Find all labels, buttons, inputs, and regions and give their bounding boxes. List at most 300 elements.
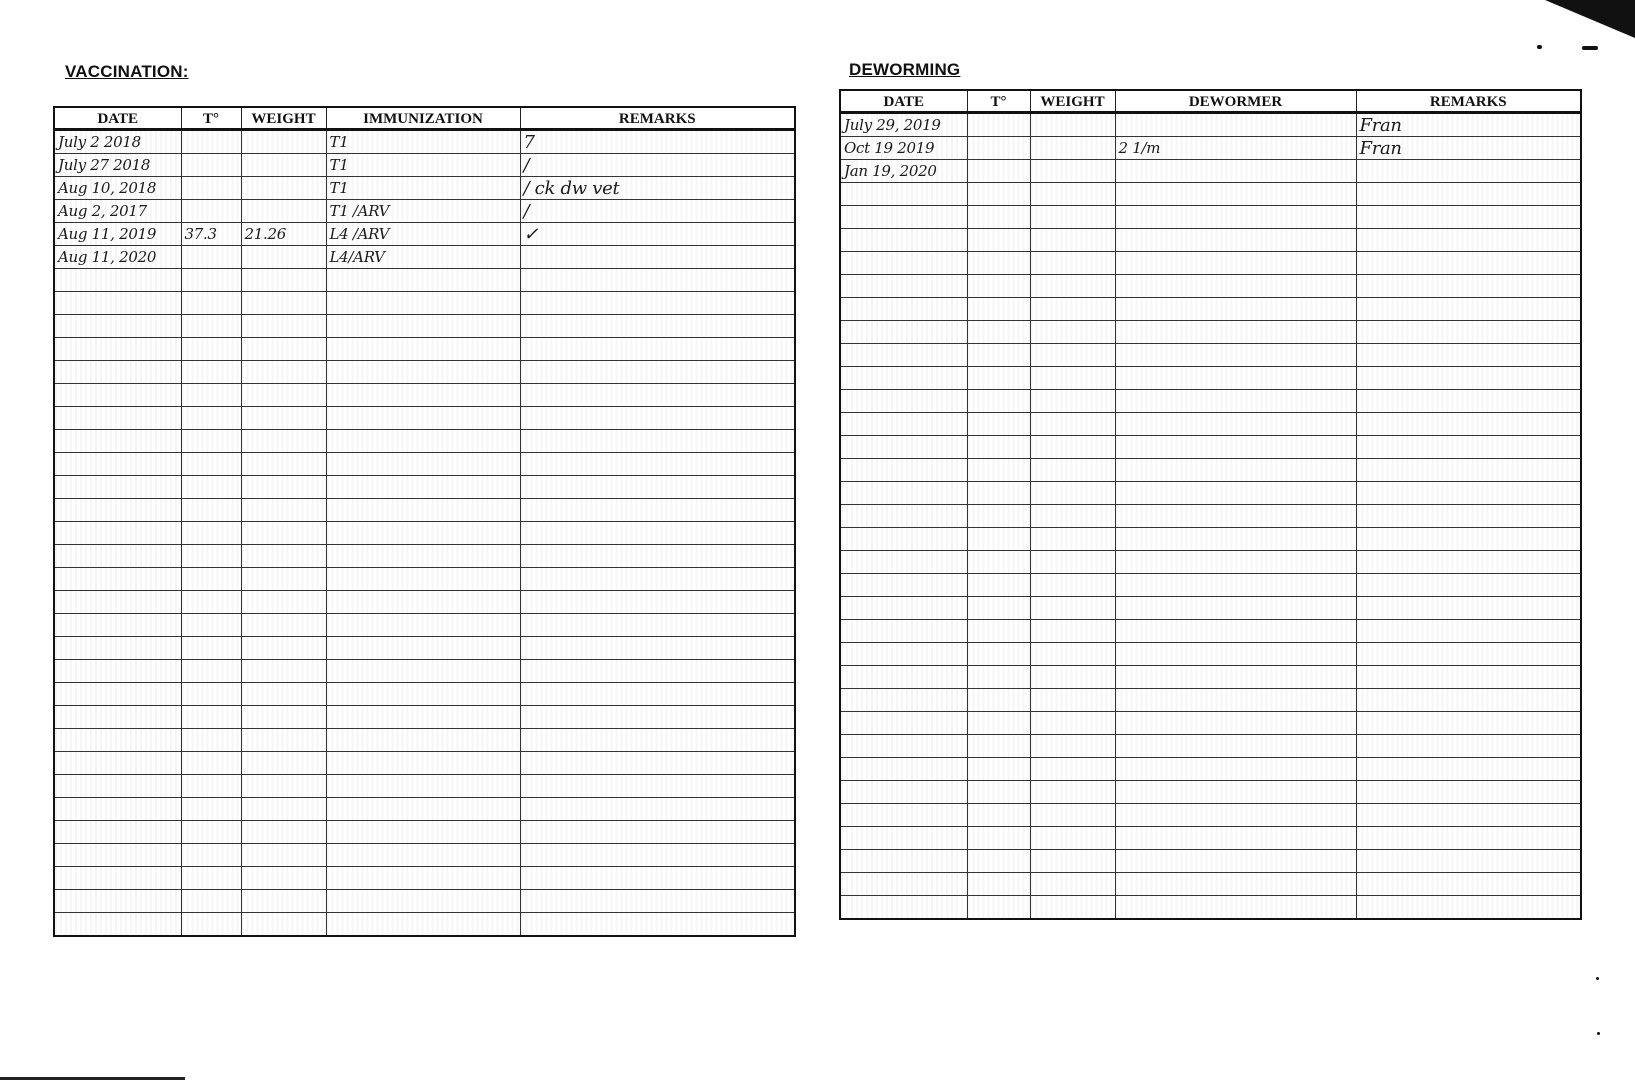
vaccination-cell-date [54, 637, 181, 660]
deworming-cell-dewormer [1115, 735, 1356, 758]
deworming-cell-remarks [1356, 275, 1581, 298]
vaccination-header-weight: WEIGHT [241, 107, 326, 130]
deworming-cell-temp [967, 275, 1030, 298]
deworming-header-remarks: REMARKS [1356, 90, 1581, 113]
scan-speck [1582, 46, 1598, 50]
deworming-cell-temp [967, 160, 1030, 183]
deworming-cell-weight [1030, 482, 1115, 505]
vaccination-header-remarks: REMARKS [520, 107, 795, 130]
vaccination-header-immunization: IMMUNIZATION [326, 107, 520, 130]
deworming-cell-dewormer [1115, 390, 1356, 413]
vaccination-cell-remarks [520, 568, 795, 591]
deworming-cell-weight [1030, 183, 1115, 206]
deworming-cell-weight [1030, 666, 1115, 689]
vaccination-header-row [54, 107, 795, 130]
deworming-cell-remarks [1356, 321, 1581, 344]
deworming-cell-date [840, 413, 967, 436]
deworming-table-row [840, 367, 1581, 390]
vaccination-cell-immunization [326, 752, 520, 775]
vaccination-table-row [54, 223, 795, 246]
vaccination-cell-date [54, 844, 181, 867]
deworming-cell-weight [1030, 229, 1115, 252]
vaccination-cell-weight [241, 499, 326, 522]
deworming-cell-dewormer [1115, 206, 1356, 229]
deworming-cell-dewormer [1115, 666, 1356, 689]
deworming-cell-dewormer [1115, 252, 1356, 275]
deworming-cell-weight [1030, 206, 1115, 229]
vaccination-cell-temp [181, 591, 241, 614]
vaccination-header-temp: T° [181, 107, 241, 130]
deworming-cell-remarks [1356, 643, 1581, 666]
vaccination-title: VACCINATION: [65, 62, 189, 81]
vaccination-cell-immunization: T1 [326, 130, 520, 154]
vaccination-cell-date [54, 913, 181, 937]
deworming-cell-remarks: Fran [1356, 113, 1581, 137]
deworming-cell-remarks [1356, 804, 1581, 827]
deworming-cell-remarks [1356, 252, 1581, 275]
deworming-cell-date [840, 367, 967, 390]
vaccination-cell-date [54, 752, 181, 775]
vaccination-cell-remarks [520, 706, 795, 729]
deworming-cell-remarks [1356, 505, 1581, 528]
vaccination-table-row [54, 821, 795, 844]
vaccination-cell-immunization [326, 361, 520, 384]
deworming-cell-remarks [1356, 781, 1581, 804]
deworming-cell-temp [967, 390, 1030, 413]
deworming-cell-remarks [1356, 735, 1581, 758]
deworming-cell-dewormer [1115, 620, 1356, 643]
deworming-cell-date [840, 804, 967, 827]
vaccination-table-row [54, 338, 795, 361]
deworming-cell-date: Jan 19, 2020 [840, 160, 967, 183]
deworming-cell-dewormer [1115, 229, 1356, 252]
deworming-cell-remarks [1356, 183, 1581, 206]
deworming-table-row [840, 160, 1581, 183]
vaccination-cell-weight [241, 867, 326, 890]
deworming-cell-remarks [1356, 528, 1581, 551]
deworming-table-row [840, 643, 1581, 666]
deworming-cell-temp [967, 850, 1030, 873]
vaccination-cell-weight [241, 522, 326, 545]
vaccination-cell-immunization [326, 683, 520, 706]
scan-speck [1537, 45, 1542, 49]
deworming-cell-remarks [1356, 574, 1581, 597]
deworming-cell-dewormer [1115, 321, 1356, 344]
vaccination-cell-remarks: / [520, 154, 795, 177]
vaccination-cell-immunization [326, 637, 520, 660]
deworming-cell-weight [1030, 758, 1115, 781]
vaccination-cell-immunization [326, 614, 520, 637]
deworming-cell-date [840, 850, 967, 873]
vaccination-cell-date [54, 729, 181, 752]
deworming-table-row [840, 666, 1581, 689]
deworming-cell-date [840, 827, 967, 850]
deworming-table-row [840, 804, 1581, 827]
deworming-cell-weight [1030, 827, 1115, 850]
deworming-table-row [840, 229, 1581, 252]
vaccination-cell-weight [241, 660, 326, 683]
vaccination-cell-weight [241, 706, 326, 729]
deworming-cell-weight [1030, 459, 1115, 482]
vaccination-table-row [54, 384, 795, 407]
vaccination-cell-immunization [326, 292, 520, 315]
deworming-cell-dewormer [1115, 689, 1356, 712]
vaccination-cell-weight [241, 683, 326, 706]
deworming-table-row [840, 620, 1581, 643]
deworming-cell-date: July 29, 2019 [840, 113, 967, 137]
vaccination-cell-weight [241, 338, 326, 361]
deworming-cell-weight [1030, 113, 1115, 137]
deworming-table-row [840, 574, 1581, 597]
deworming-cell-temp [967, 873, 1030, 896]
vaccination-cell-date [54, 269, 181, 292]
vaccination-cell-immunization [326, 522, 520, 545]
vaccination-cell-temp [181, 499, 241, 522]
vaccination-cell-temp [181, 269, 241, 292]
vaccination-cell-remarks: / [520, 200, 795, 223]
vaccination-cell-weight [241, 568, 326, 591]
vaccination-cell-weight [241, 545, 326, 568]
vaccination-cell-temp [181, 706, 241, 729]
vaccination-cell-temp [181, 315, 241, 338]
vaccination-cell-temp [181, 453, 241, 476]
vaccination-table-row [54, 637, 795, 660]
vaccination-cell-remarks [520, 614, 795, 637]
vaccination-cell-remarks [520, 775, 795, 798]
vaccination-cell-date [54, 315, 181, 338]
vaccination-cell-date [54, 545, 181, 568]
deworming-cell-date: Oct 19 2019 [840, 137, 967, 160]
vaccination-cell-immunization [326, 660, 520, 683]
deworming-header-dewormer: DEWORMER [1115, 90, 1356, 113]
deworming-table-row [840, 528, 1581, 551]
vaccination-cell-temp [181, 545, 241, 568]
vaccination-cell-remarks [520, 338, 795, 361]
vaccination-cell-remarks: ✓ [520, 223, 795, 246]
deworming-cell-weight [1030, 873, 1115, 896]
vaccination-cell-date [54, 384, 181, 407]
deworming-table-row [840, 183, 1581, 206]
deworming-cell-dewormer [1115, 459, 1356, 482]
vaccination-table-row [54, 315, 795, 338]
deworming-cell-temp [967, 367, 1030, 390]
vaccination-table-row [54, 752, 795, 775]
vaccination-cell-weight [241, 154, 326, 177]
deworming-header-row [840, 90, 1581, 113]
vaccination-cell-temp [181, 246, 241, 269]
vaccination-cell-date [54, 890, 181, 913]
vaccination-cell-temp [181, 292, 241, 315]
deworming-cell-weight [1030, 643, 1115, 666]
deworming-table-row [840, 712, 1581, 735]
vaccination-table-row [54, 269, 795, 292]
vaccination-cell-remarks [520, 315, 795, 338]
deworming-cell-temp [967, 229, 1030, 252]
deworming-cell-remarks [1356, 482, 1581, 505]
deworming-cell-remarks [1356, 758, 1581, 781]
deworming-cell-remarks [1356, 666, 1581, 689]
deworming-cell-remarks [1356, 850, 1581, 873]
deworming-table-row [840, 344, 1581, 367]
vaccination-cell-date: Aug 11, 2020 [54, 246, 181, 269]
vaccination-cell-temp [181, 752, 241, 775]
deworming-table-row [840, 896, 1581, 920]
deworming-table-row [840, 206, 1581, 229]
vaccination-cell-immunization [326, 338, 520, 361]
deworming-cell-date [840, 459, 967, 482]
vaccination-table-row [54, 913, 795, 937]
deworming-cell-temp [967, 896, 1030, 920]
deworming-cell-remarks [1356, 344, 1581, 367]
vaccination-cell-date [54, 407, 181, 430]
deworming-cell-remarks [1356, 712, 1581, 735]
deworming-cell-date [840, 505, 967, 528]
deworming-cell-remarks [1356, 459, 1581, 482]
vaccination-cell-weight [241, 890, 326, 913]
deworming-cell-weight [1030, 804, 1115, 827]
vaccination-cell-temp [181, 361, 241, 384]
vaccination-cell-date: Aug 10, 2018 [54, 177, 181, 200]
vaccination-table-row [54, 407, 795, 430]
vaccination-cell-immunization [326, 315, 520, 338]
vaccination-cell-immunization: T1 [326, 177, 520, 200]
vaccination-cell-temp [181, 384, 241, 407]
deworming-cell-temp [967, 436, 1030, 459]
deworming-cell-dewormer: 2 1/m [1115, 137, 1356, 160]
vaccination-cell-remarks [520, 430, 795, 453]
deworming-cell-dewormer [1115, 597, 1356, 620]
deworming-cell-weight [1030, 712, 1115, 735]
vaccination-cell-temp [181, 844, 241, 867]
vaccination-cell-immunization [326, 430, 520, 453]
deworming-cell-weight [1030, 252, 1115, 275]
vaccination-cell-immunization [326, 729, 520, 752]
deworming-table-row [840, 113, 1581, 137]
deworming-cell-temp [967, 827, 1030, 850]
deworming-cell-dewormer [1115, 344, 1356, 367]
vaccination-cell-remarks [520, 752, 795, 775]
vaccination-cell-remarks [520, 683, 795, 706]
vaccination-cell-date: July 27 2018 [54, 154, 181, 177]
deworming-table-row [840, 436, 1581, 459]
vaccination-cell-immunization: L4 /ARV [326, 223, 520, 246]
deworming-cell-temp [967, 505, 1030, 528]
vaccination-cell-temp [181, 775, 241, 798]
deworming-cell-temp [967, 344, 1030, 367]
deworming-cell-weight [1030, 597, 1115, 620]
vaccination-cell-immunization [326, 269, 520, 292]
vaccination-cell-date [54, 499, 181, 522]
deworming-table-row [840, 505, 1581, 528]
deworming-cell-remarks [1356, 827, 1581, 850]
vaccination-cell-immunization: T1 /ARV [326, 200, 520, 223]
deworming-cell-remarks [1356, 896, 1581, 920]
vaccination-cell-date [54, 292, 181, 315]
deworming-cell-temp [967, 183, 1030, 206]
deworming-cell-dewormer [1115, 298, 1356, 321]
deworming-cell-weight [1030, 390, 1115, 413]
vaccination-cell-date: Aug 11, 2019 [54, 223, 181, 246]
deworming-cell-temp [967, 528, 1030, 551]
deworming-cell-date [840, 275, 967, 298]
vaccination-cell-temp [181, 407, 241, 430]
deworming-cell-temp [967, 689, 1030, 712]
vaccination-cell-weight [241, 775, 326, 798]
deworming-cell-remarks [1356, 551, 1581, 574]
deworming-cell-weight [1030, 505, 1115, 528]
vaccination-cell-remarks [520, 867, 795, 890]
deworming-cell-date [840, 597, 967, 620]
vaccination-cell-immunization [326, 890, 520, 913]
deworming-cell-date [840, 298, 967, 321]
deworming-cell-dewormer [1115, 712, 1356, 735]
vaccination-cell-weight [241, 476, 326, 499]
deworming-cell-weight [1030, 275, 1115, 298]
vaccination-cell-immunization [326, 867, 520, 890]
deworming-cell-temp [967, 459, 1030, 482]
vaccination-table-row [54, 798, 795, 821]
vaccination-cell-weight [241, 130, 326, 154]
deworming-table-row [840, 137, 1581, 160]
deworming-table-row [840, 850, 1581, 873]
deworming-cell-weight [1030, 574, 1115, 597]
deworming-cell-date [840, 873, 967, 896]
deworming-cell-remarks [1356, 620, 1581, 643]
vaccination-table-row [54, 453, 795, 476]
vaccination-cell-weight [241, 913, 326, 937]
vaccination-cell-weight [241, 361, 326, 384]
deworming-cell-weight [1030, 344, 1115, 367]
vaccination-table-row [54, 614, 795, 637]
deworming-cell-remarks [1356, 689, 1581, 712]
vaccination-table-row [54, 545, 795, 568]
vaccination-cell-date [54, 706, 181, 729]
deworming-cell-temp [967, 413, 1030, 436]
vaccination-cell-date [54, 660, 181, 683]
vaccination-table-row [54, 200, 795, 223]
deworming-table-row [840, 827, 1581, 850]
vaccination-cell-remarks [520, 269, 795, 292]
scan-corner-mark [1545, 0, 1635, 38]
deworming-cell-weight [1030, 896, 1115, 920]
vaccination-table-row [54, 660, 795, 683]
deworming-cell-dewormer [1115, 367, 1356, 390]
deworming-cell-temp [967, 137, 1030, 160]
vaccination-table-row [54, 568, 795, 591]
deworming-cell-remarks [1356, 206, 1581, 229]
vaccination-cell-immunization [326, 775, 520, 798]
deworming-header-weight: WEIGHT [1030, 90, 1115, 113]
deworming-cell-weight [1030, 413, 1115, 436]
deworming-cell-temp [967, 321, 1030, 344]
vaccination-table [53, 106, 796, 937]
vaccination-cell-remarks [520, 729, 795, 752]
vaccination-cell-weight [241, 200, 326, 223]
vaccination-cell-immunization: T1 [326, 154, 520, 177]
vaccination-cell-temp [181, 821, 241, 844]
deworming-table-row [840, 781, 1581, 804]
vaccination-cell-immunization [326, 821, 520, 844]
vaccination-cell-temp [181, 637, 241, 660]
vaccination-cell-temp [181, 430, 241, 453]
deworming-cell-date [840, 712, 967, 735]
deworming-cell-weight [1030, 528, 1115, 551]
deworming-header-date: DATE [840, 90, 967, 113]
deworming-cell-remarks [1356, 436, 1581, 459]
vaccination-cell-remarks [520, 591, 795, 614]
deworming-table-row [840, 482, 1581, 505]
deworming-cell-dewormer [1115, 896, 1356, 920]
deworming-cell-weight [1030, 137, 1115, 160]
vaccination-cell-weight [241, 821, 326, 844]
vaccination-cell-temp: 37.3 [181, 223, 241, 246]
vaccination-cell-immunization [326, 545, 520, 568]
vaccination-cell-immunization [326, 913, 520, 937]
deworming-cell-temp [967, 712, 1030, 735]
deworming-cell-temp [967, 298, 1030, 321]
deworming-cell-temp [967, 482, 1030, 505]
vaccination-cell-date [54, 614, 181, 637]
deworming-cell-dewormer [1115, 160, 1356, 183]
deworming-cell-temp [967, 758, 1030, 781]
vaccination-table-row [54, 130, 795, 154]
vaccination-cell-remarks [520, 798, 795, 821]
deworming-cell-date [840, 390, 967, 413]
deworming-cell-date [840, 206, 967, 229]
deworming-cell-date [840, 551, 967, 574]
vaccination-cell-temp [181, 660, 241, 683]
vaccination-cell-date [54, 522, 181, 545]
vaccination-cell-temp [181, 522, 241, 545]
deworming-cell-date [840, 758, 967, 781]
vaccination-cell-remarks: 7 [520, 130, 795, 154]
vaccination-cell-date [54, 338, 181, 361]
vaccination-cell-temp [181, 568, 241, 591]
deworming-cell-temp [967, 735, 1030, 758]
deworming-cell-temp [967, 113, 1030, 137]
vaccination-cell-immunization [326, 798, 520, 821]
scan-speck [1597, 1032, 1600, 1035]
vaccination-table-row [54, 154, 795, 177]
deworming-cell-date [840, 528, 967, 551]
vaccination-cell-temp [181, 177, 241, 200]
deworming-cell-dewormer [1115, 482, 1356, 505]
deworming-cell-date [840, 735, 967, 758]
deworming-cell-weight [1030, 551, 1115, 574]
vaccination-cell-immunization: L4/ARV [326, 246, 520, 269]
vaccination-cell-date: Aug 2, 2017 [54, 200, 181, 223]
deworming-cell-remarks [1356, 367, 1581, 390]
vaccination-table-row [54, 361, 795, 384]
vaccination-cell-immunization [326, 453, 520, 476]
deworming-table-row [840, 321, 1581, 344]
deworming-cell-date [840, 183, 967, 206]
deworming-cell-weight [1030, 781, 1115, 804]
deworming-cell-temp [967, 252, 1030, 275]
deworming-cell-temp [967, 781, 1030, 804]
deworming-table [839, 89, 1582, 920]
deworming-cell-remarks [1356, 597, 1581, 620]
deworming-cell-weight [1030, 298, 1115, 321]
deworming-cell-temp [967, 597, 1030, 620]
vaccination-table-row [54, 775, 795, 798]
vaccination-cell-remarks [520, 660, 795, 683]
vaccination-cell-remarks [520, 407, 795, 430]
vaccination-cell-weight [241, 614, 326, 637]
deworming-table-row [840, 390, 1581, 413]
vaccination-cell-weight [241, 246, 326, 269]
deworming-cell-weight [1030, 689, 1115, 712]
